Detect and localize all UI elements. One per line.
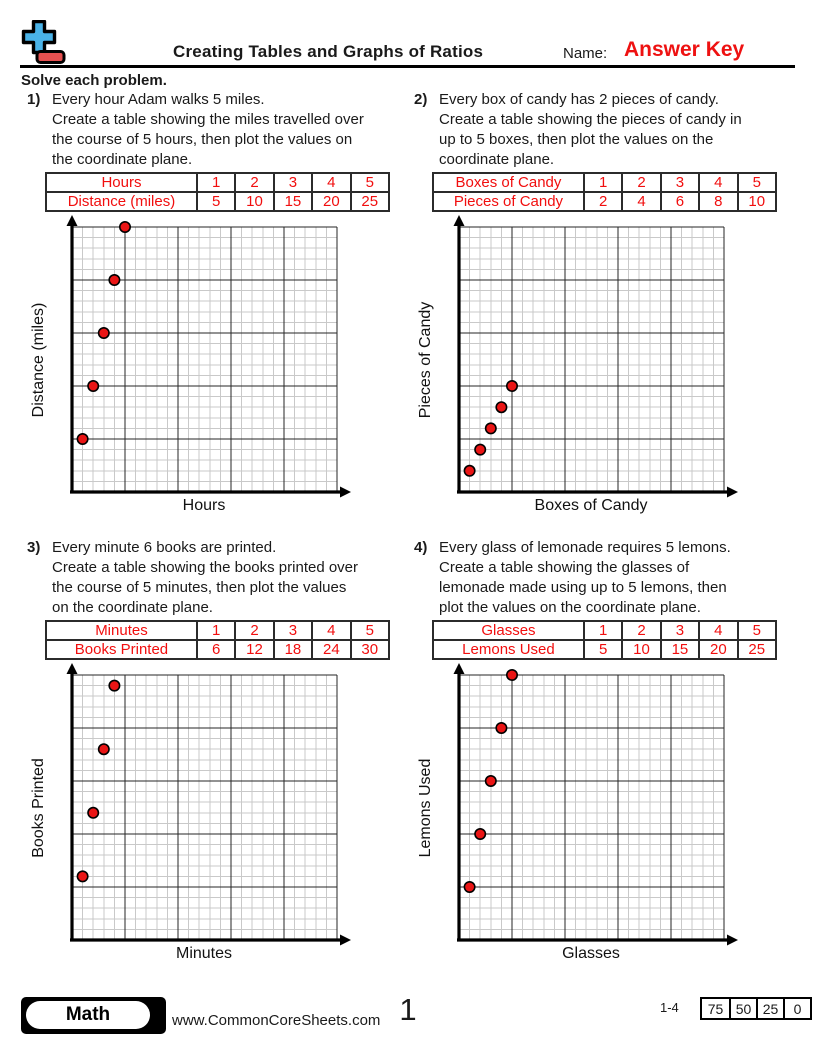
table-row <box>433 621 776 640</box>
plotted-point <box>109 275 119 285</box>
row-label: Books Printed <box>46 640 197 659</box>
table-cell: 4 <box>312 621 350 640</box>
x-axis-label: Glasses <box>562 945 620 962</box>
table-cell: 10 <box>738 192 776 211</box>
plotted-point <box>507 381 517 391</box>
table-row <box>433 173 776 192</box>
table-cell: 1 <box>584 621 622 640</box>
plotted-point <box>486 423 496 433</box>
x-axis-label: Boxes of Candy <box>534 497 648 514</box>
table-cell: 1 <box>197 173 235 192</box>
table-cell: 6 <box>197 640 235 659</box>
plus-minus-logo-icon <box>17 20 67 66</box>
plotted-point <box>507 670 517 680</box>
name-label: Name: <box>563 45 608 62</box>
page-title: Creating Tables and Graphs of Ratios <box>173 42 484 61</box>
x-axis-label: Minutes <box>175 945 233 962</box>
problem-3 <box>21 538 409 962</box>
score-cell: 50 <box>729 999 756 1018</box>
score-table <box>700 997 812 1020</box>
graph-plot-area <box>67 663 352 946</box>
table-cell: 10 <box>235 192 273 211</box>
plotted-point <box>109 680 119 690</box>
problem-text-line: Create a table showing the pieces of candy in <box>439 111 742 128</box>
graph-plot-area <box>454 663 739 946</box>
table-cell: 8 <box>699 192 737 211</box>
table-cell: 5 <box>197 192 235 211</box>
ratio-table <box>45 620 390 660</box>
problem-text-line: Create a table showing the books printed over <box>52 559 359 576</box>
plotted-point <box>475 444 485 454</box>
table-row <box>46 640 389 659</box>
problem-number: 4) <box>414 539 428 556</box>
plotted-point <box>120 222 130 232</box>
table-cell: 6 <box>661 192 699 211</box>
plotted-point <box>77 871 87 881</box>
table-cell: 5 <box>738 173 776 192</box>
coordinate-graph <box>29 662 379 962</box>
table-cell: 5 <box>351 173 389 192</box>
problem-text <box>52 90 364 170</box>
problem-text-line: plot the values on the coordinate plane. <box>439 599 701 616</box>
page-number: 1 <box>399 992 417 1027</box>
coordinate-graph <box>416 214 766 514</box>
header-divider <box>20 65 795 68</box>
table-cell: 3 <box>274 173 312 192</box>
table-cell: 10 <box>622 640 660 659</box>
y-axis-label: Lemons Used <box>417 758 434 858</box>
score-cell: 75 <box>707 1000 724 1017</box>
problem-text-line: Every minute 6 books are printed. <box>52 539 277 556</box>
x-axis-arrow-icon <box>340 487 351 498</box>
problem-number: 3) <box>27 539 41 556</box>
x-axis-arrow-icon <box>727 935 738 946</box>
ratio-table <box>432 172 777 212</box>
problem-text-line: Create a table showing the glasses of <box>439 559 690 576</box>
plotted-point <box>496 723 506 733</box>
table-cell: 25 <box>738 640 776 659</box>
plotted-point <box>486 776 496 786</box>
problem-4 <box>408 538 796 962</box>
table-cell: 5 <box>584 640 622 659</box>
row-label: Boxes of Candy <box>433 173 584 192</box>
row-label: Hours <box>46 173 197 192</box>
y-axis-label: Distance (miles) <box>30 302 47 418</box>
y-axis-arrow-icon <box>454 663 465 674</box>
table-cell: 2 <box>622 173 660 192</box>
problem-text-line: coordinate plane. <box>439 151 555 168</box>
problem-text-line: Every hour Adam walks 5 miles. <box>52 91 265 108</box>
table-cell: 2 <box>235 621 273 640</box>
table-cell: 18 <box>274 640 312 659</box>
table-cell: 2 <box>584 192 622 211</box>
problem-text-line: lemonade made using up to 5 lemons, then <box>439 579 727 596</box>
problem-text-line: Create a table showing the miles travelled over <box>52 111 364 128</box>
plotted-point <box>88 381 98 391</box>
table-cell: 24 <box>312 640 350 659</box>
score-range-label: 1-4 <box>660 1000 679 1015</box>
plotted-point <box>99 328 109 338</box>
row-label: Minutes <box>46 621 197 640</box>
ratio-table <box>432 620 777 660</box>
problem-2 <box>408 90 796 514</box>
problem-text-line: up to 5 boxes, then plot the values on the <box>439 131 714 148</box>
problem-number: 1) <box>27 91 41 108</box>
table-cell: 4 <box>622 192 660 211</box>
problem-text <box>439 90 742 170</box>
plotted-point <box>88 808 98 818</box>
table-cell: 3 <box>274 621 312 640</box>
table-row <box>46 173 389 192</box>
x-axis-label: Hours <box>182 497 226 514</box>
table-cell: 20 <box>312 192 350 211</box>
problem-text <box>439 538 731 618</box>
table-row <box>433 192 776 211</box>
row-label: Distance (miles) <box>46 192 197 211</box>
problem-text-line: the course of 5 minutes, then plot the values <box>52 579 347 596</box>
problem-text <box>52 538 358 618</box>
problem-text-line: Every box of candy has 2 pieces of candy. <box>439 91 719 108</box>
table-cell: 4 <box>699 621 737 640</box>
table-cell: 1 <box>584 173 622 192</box>
table-cell: 15 <box>661 640 699 659</box>
brand-label: Math <box>65 1004 111 1025</box>
site-url: www.CommonCoreSheets.com <box>172 1012 381 1029</box>
table-cell: 4 <box>312 173 350 192</box>
table-row <box>46 192 389 211</box>
table-cell: 12 <box>235 640 273 659</box>
graph-plot-area <box>454 215 739 498</box>
table-cell: 25 <box>351 192 389 211</box>
row-label: Lemons Used <box>433 640 584 659</box>
table-cell: 4 <box>699 173 737 192</box>
problem-1 <box>21 90 409 514</box>
plotted-point <box>475 829 485 839</box>
plotted-point <box>464 882 474 892</box>
y-axis-label: Books Printed <box>30 758 47 858</box>
table-cell: 5 <box>738 621 776 640</box>
problem-text-line: the coordinate plane. <box>52 151 193 168</box>
coordinate-graph <box>416 662 766 962</box>
plotted-point <box>496 402 506 412</box>
x-axis-arrow-icon <box>340 935 351 946</box>
graph-plot-area <box>67 215 352 498</box>
table-row <box>46 621 389 640</box>
table-cell: 15 <box>274 192 312 211</box>
table-cell: 2 <box>622 621 660 640</box>
table-cell: 3 <box>661 173 699 192</box>
answer-key-value: Answer Key <box>624 38 745 61</box>
x-axis-arrow-icon <box>727 487 738 498</box>
table-cell: 20 <box>699 640 737 659</box>
row-label: Pieces of Candy <box>433 192 584 211</box>
table-row <box>433 640 776 659</box>
problem-number: 2) <box>414 91 428 108</box>
score-cell: 0 <box>783 999 810 1018</box>
score-cell: 25 <box>756 999 783 1018</box>
row-label: Glasses <box>433 621 584 640</box>
table-cell: 2 <box>235 173 273 192</box>
y-axis-label: Pieces of Candy <box>417 301 434 419</box>
plotted-point <box>99 744 109 754</box>
table-cell: 1 <box>197 621 235 640</box>
problem-text-line: Every glass of lemonade requires 5 lemons. <box>439 539 731 556</box>
table-cell: 30 <box>351 640 389 659</box>
table-cell: 5 <box>351 621 389 640</box>
coordinate-graph <box>29 214 379 514</box>
y-axis-arrow-icon <box>67 215 78 226</box>
plotted-point <box>464 466 474 476</box>
ratio-table <box>45 172 390 212</box>
problem-text-line: on the coordinate plane. <box>52 599 213 616</box>
y-axis-arrow-icon <box>67 663 78 674</box>
instructions-text: Solve each problem. <box>21 72 167 89</box>
y-axis-arrow-icon <box>454 215 465 226</box>
problem-text-line: the course of 5 hours, then plot the values on <box>52 131 353 148</box>
plotted-point <box>77 434 87 444</box>
table-cell: 3 <box>661 621 699 640</box>
